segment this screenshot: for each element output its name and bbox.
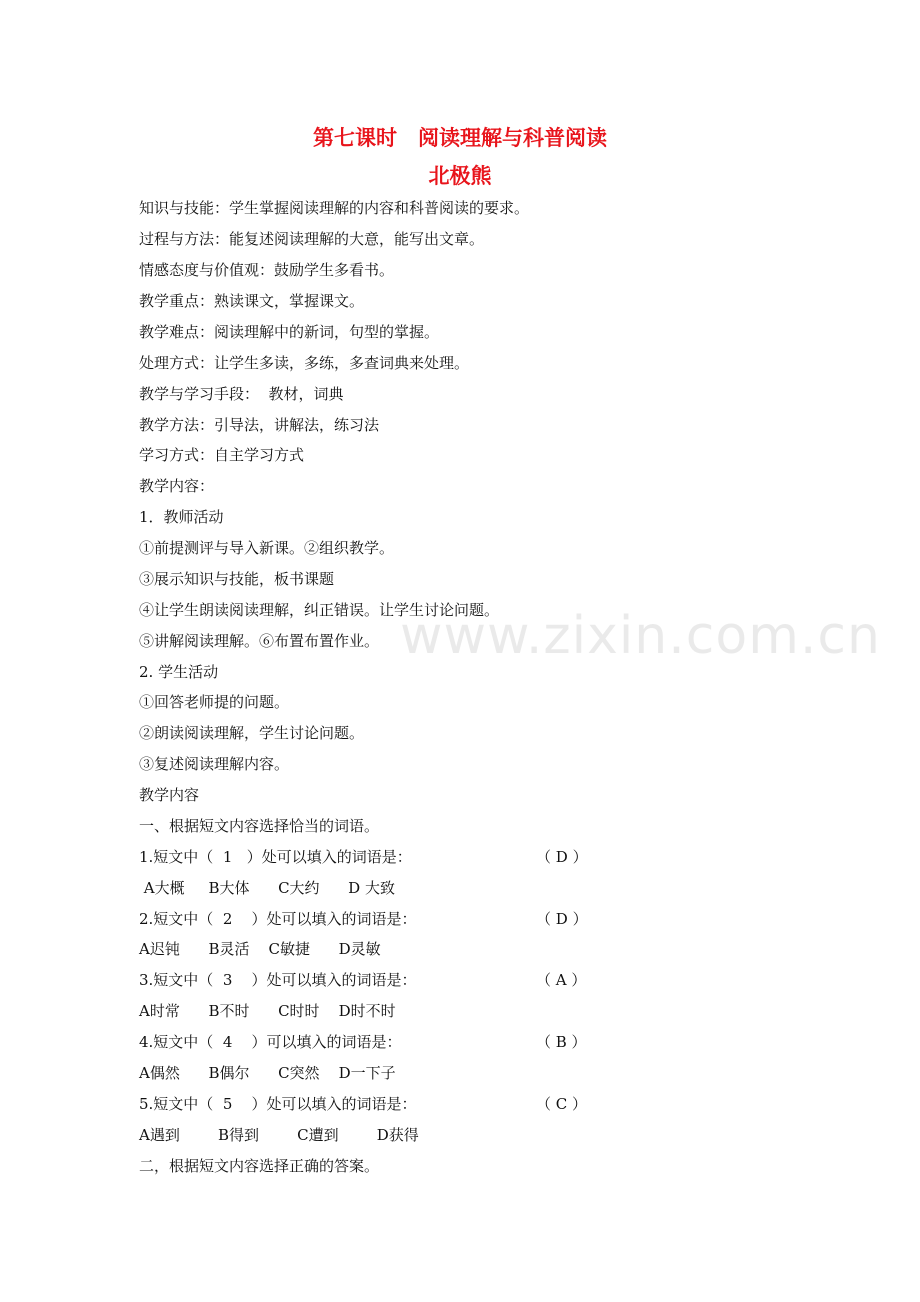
text-line: ③复述阅读理解内容。 — [139, 755, 290, 773]
text-line: 教学重点：熟读课文，掌握课文。 — [139, 292, 365, 310]
text-line: ①回答老师提的问题。 — [139, 693, 290, 711]
text-line: 教学方法：引导法，讲解法，练习法 — [139, 416, 380, 434]
text-line: 教学与学习手段： 教材，词典 — [139, 385, 344, 403]
text-line: ③展示知识与技能，板书课题 — [139, 570, 335, 588]
question-line: 3.短文中（ 3 ）处可以填入的词语是： — [139, 971, 417, 989]
question-line: 5.短文中（ 5 ）处可以填入的词语是： — [139, 1095, 417, 1113]
text-line: 1．教师活动 — [139, 508, 224, 526]
question-line: 4.短文中（ 4 ）可以填入的词语是： — [139, 1033, 402, 1051]
options-line: A偶然 B偶尔 C突然 D一下子 — [139, 1064, 396, 1082]
text-line: 教学难点：阅读理解中的新词，句型的掌握。 — [139, 323, 440, 341]
lesson-subtitle: 北极熊 — [428, 164, 492, 188]
text-line: 学习方式：自主学习方式 — [139, 446, 305, 464]
answer-label: （ B ） — [536, 1033, 587, 1051]
text-line: 2. 学生活动 — [139, 663, 219, 681]
text-line: 教学内容： — [139, 477, 215, 495]
text-line: 一、根据短文内容选择恰当的词语。 — [139, 817, 380, 835]
watermark: www.zixin.com.cn — [400, 606, 881, 666]
text-line: 情感态度与价值观：鼓励学生多看书。 — [139, 261, 395, 279]
lesson-title: 第七课时 阅读理解与科普阅读 — [313, 126, 607, 150]
text-line: 二，根据短文内容选择正确的答案。 — [139, 1157, 380, 1175]
question-line: 1.短文中（ 1 ）处可以填入的词语是： — [139, 848, 412, 866]
text-line: 教学内容 — [139, 786, 200, 804]
text-line: ⑤讲解阅读理解。⑥布置布置作业。 — [139, 632, 380, 650]
answer-label: （ A ） — [536, 971, 587, 989]
text-line: 知识与技能：学生掌握阅读理解的内容和科普阅读的要求。 — [139, 199, 530, 217]
answer-label: （ C ） — [536, 1095, 588, 1113]
question-line: 2.短文中（ 2 ）处可以填入的词语是： — [139, 910, 417, 928]
options-line: A迟钝 B灵活 C敏捷 D灵敏 — [139, 940, 381, 958]
text-line: ①前提测评与导入新课。②组织教学。 — [139, 539, 395, 557]
options-line: A遇到 B得到 C遭到 D获得 — [139, 1126, 419, 1144]
text-line: ②朗读阅读理解，学生讨论问题。 — [139, 724, 365, 742]
text-line: 过程与方法：能复述阅读理解的大意，能写出文章。 — [139, 230, 485, 248]
answer-label: （ D ） — [536, 848, 588, 866]
answer-label: （ D ） — [536, 910, 588, 928]
options-line: A大概 B大体 C大约 D 大致 — [139, 879, 395, 897]
text-line: ④让学生朗读阅读理解，纠正错误。让学生讨论问题。 — [139, 601, 500, 619]
text-line: 处理方式：让学生多读，多练，多查词典来处理。 — [139, 354, 470, 372]
options-line: A时常 B不时 C时时 D时不时 — [139, 1002, 396, 1020]
